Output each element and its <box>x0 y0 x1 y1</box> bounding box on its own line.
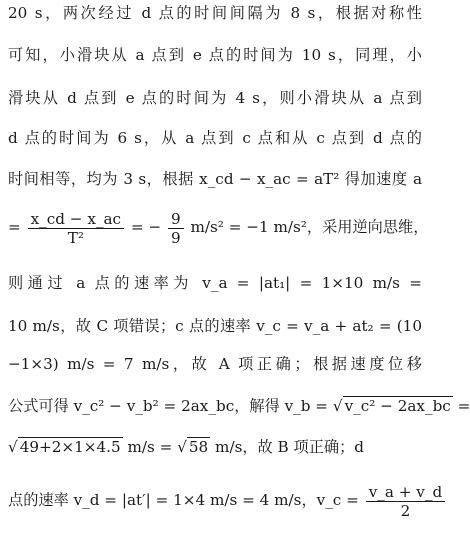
text-line-6 <box>8 207 429 247</box>
fraction-denominator: T² <box>67 228 84 247</box>
line-6-tail: m/s² = −1 m/s²，采用逆向思维， <box>190 218 429 236</box>
text-line-10 <box>8 395 470 417</box>
line-10-tail: = <box>457 397 470 415</box>
text-line-7: 则通过 a 点的速率为 v_a = |at₁| = 1×10 m/s = <box>8 274 422 292</box>
text-line-8: 10 m/s，故 C 项错误；c 点的速率 v_c = v_a + at₂ = (10 <box>8 317 422 335</box>
text-line-1: 20 s，两次经过 d 点的时间间隔为 8 s，根据对称性 <box>8 4 422 22</box>
sqrt-sign: √ <box>8 438 18 456</box>
line-11-tail: m/s，故 B 项正确；d <box>215 438 365 456</box>
text-line-5: 时间相等，均为 3 s，根据 x_cd − x_ac = aT² 得加速度 a <box>8 170 422 188</box>
text-line-4: d 点的时间为 6 s，从 a 点到 c 点和从 c 点到 d 点的 <box>8 129 422 147</box>
text-line-2: 可知，小滑块从 a 点到 e 点的时间为 10 s，同理，小 <box>8 46 422 64</box>
line-11-mid: m/s = <box>127 438 173 456</box>
fraction-numerator: v_a + v_d <box>366 483 446 502</box>
fraction-numerator: x_cd − x_ac <box>28 210 125 229</box>
equals-minus: = − <box>130 218 162 236</box>
line-10-head: 公式可得 v_c² − v_b² = 2ax_bc，解得 v_b = <box>8 397 329 415</box>
fraction-numerator: 9 <box>168 210 184 229</box>
text-line-3: 滑块从 d 点到 e 点的时间为 4 s，则小滑块从 a 点到 <box>8 89 422 107</box>
text-line-12 <box>8 480 443 520</box>
sqrt-content: v_c² − 2ax_bc <box>344 397 451 415</box>
line-12-head: 点的速率 v_d = |at′| = 1×4 m/s = 4 m/s，v_c = <box>8 491 359 509</box>
text-line-11 <box>8 436 422 458</box>
sqrt-content: 58 <box>188 438 209 456</box>
fraction-denominator: 9 <box>171 228 181 247</box>
equals-sign: = <box>8 218 21 236</box>
text-line-9: −1×3) m/s = 7 m/s，故 A 项正确；根据速度位移 <box>8 355 422 373</box>
sqrt-sign: √ <box>177 438 187 456</box>
velocity-fraction <box>366 483 446 520</box>
fraction-denominator: 2 <box>400 501 411 520</box>
acceleration-fraction <box>28 210 125 247</box>
sqrt-sign: √ <box>332 397 343 415</box>
value-fraction <box>168 210 184 247</box>
sqrt-content: 49+2×1×4.5 <box>19 438 121 456</box>
